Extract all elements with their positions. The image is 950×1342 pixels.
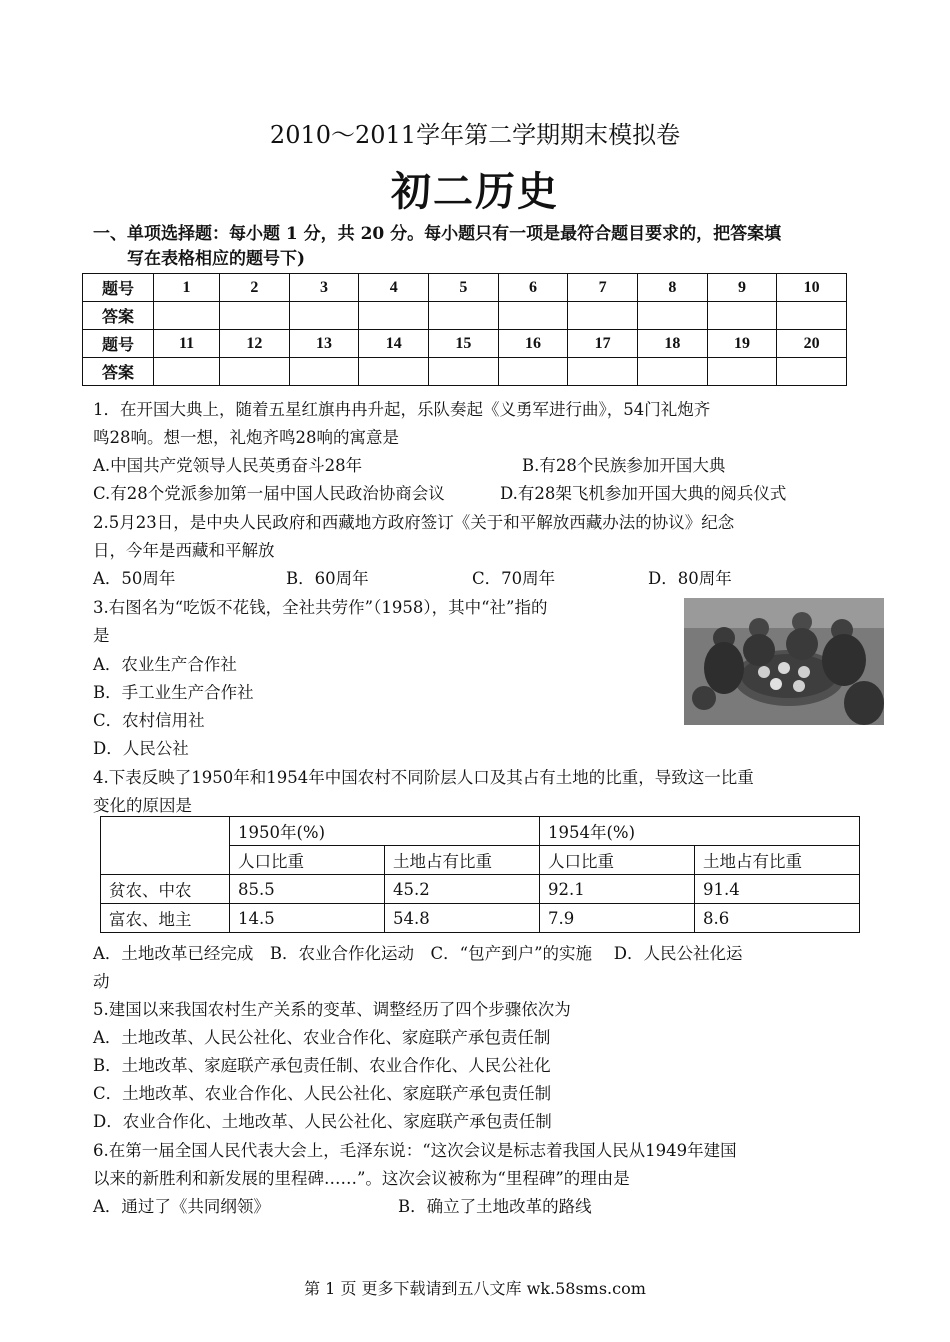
- q2-option-b: B．60周年: [286, 569, 369, 588]
- population-land-table: [100, 816, 860, 933]
- question-number: 1: [154, 274, 220, 302]
- answer-cell[interactable]: [359, 302, 429, 330]
- q5-option-d: D．农业合作化、土地改革、人民公社化、家庭联产承包责任制: [93, 1112, 552, 1131]
- q6-stem-line1: 6.在第一届全国人民代表大会上，毛泽东说：“这次会议是标志着我国人民从1949年建国: [93, 1141, 737, 1160]
- table-cell: 45.2: [385, 875, 540, 904]
- question-number: 15: [429, 330, 499, 358]
- section-heading-line2: 写在表格相应的题号下): [127, 249, 306, 269]
- number-label: 题号: [83, 330, 154, 358]
- commune-dining-illustration: [684, 598, 884, 725]
- table-cell: 8.6: [695, 904, 860, 933]
- q6-option-a: A．通过了《共同纲领》: [93, 1197, 270, 1216]
- answer-table-answer-row-2: [83, 358, 847, 386]
- q2-stem-line2: 日，今年是西藏和平解放: [93, 541, 275, 560]
- exam-title: 2010～2011学年第二学期期末模拟卷: [269, 121, 681, 149]
- answer-cell[interactable]: [707, 302, 777, 330]
- q2-option-d: D．80周年: [648, 569, 732, 588]
- land-ratio-header: 土地占有比重: [385, 846, 540, 875]
- q5-option-a: A．土地改革、人民公社化、农业合作化、家庭联产承包责任制: [93, 1028, 551, 1047]
- answer-cell[interactable]: [707, 358, 777, 386]
- answer-cell[interactable]: [220, 358, 290, 386]
- q4-stem-line2: 变化的原因是: [93, 796, 192, 815]
- row-label: 贫农、中农: [101, 875, 230, 904]
- question-number: 13: [289, 330, 359, 358]
- answer-cell[interactable]: [777, 302, 847, 330]
- question-number: 18: [638, 330, 708, 358]
- question-number: 12: [220, 330, 290, 358]
- answer-table-number-row-1: [83, 274, 847, 302]
- q3-option-c: C．农村信用社: [93, 711, 205, 730]
- section-heading-line1: 一、单项选择题：每小题 1 分，共 20 分。每小题只有一项是最符合题目要求的，把答案填: [93, 224, 782, 244]
- empty-header-cell: [101, 817, 230, 875]
- commune-dining-photo: [684, 598, 884, 725]
- q2-option-a: A．50周年: [93, 569, 176, 588]
- page-footer: 第 1 页 更多下载请到五八文库 wk.58sms.com: [304, 1279, 646, 1298]
- answer-cell[interactable]: [220, 302, 290, 330]
- question-number: 17: [568, 330, 638, 358]
- answer-table-number-row-2: [83, 330, 847, 358]
- number-label: 题号: [83, 274, 154, 302]
- q5-stem: 5.建国以来我国农村生产关系的变革、调整经历了四个步骤依次为: [93, 1000, 571, 1019]
- table-cell: 14.5: [230, 904, 385, 933]
- answer-cell[interactable]: [429, 358, 499, 386]
- q3-option-b: B．手工业生产合作社: [93, 683, 254, 702]
- question-number: 10: [777, 274, 847, 302]
- year-1954-header: 1954年(%): [540, 817, 860, 846]
- table-row: [101, 904, 860, 933]
- answer-cell[interactable]: [568, 302, 638, 330]
- table-cell: 91.4: [695, 875, 860, 904]
- q6-option-b: B．确立了土地改革的路线: [398, 1197, 592, 1216]
- question-number: 7: [568, 274, 638, 302]
- subject-title: 初二历史: [391, 168, 559, 215]
- q3-stem-line1: 3.右图名为“吃饭不花钱，全社共劳作”（1958），其中“社”指的: [93, 598, 548, 617]
- q6-stem-line2: 以来的新胜利和新发展的里程碑……”。这次会议被称为“里程碑”的理由是: [93, 1169, 630, 1188]
- q3-stem-line2: 是: [93, 626, 110, 645]
- q1-stem-line1: 1．在开国大典上，随着五星红旗冉冉升起，乐队奏起《义勇军进行曲》，54门礼炮齐: [93, 400, 711, 419]
- question-number: 9: [707, 274, 777, 302]
- q1-option-d: D.有28架飞机参加开国大典的阅兵仪式: [500, 484, 787, 503]
- answer-table: [82, 273, 847, 386]
- table-row: [101, 875, 860, 904]
- table-cell: 92.1: [540, 875, 695, 904]
- answer-cell[interactable]: [568, 358, 638, 386]
- question-number: 4: [359, 274, 429, 302]
- answer-cell[interactable]: [289, 302, 359, 330]
- q1-option-b: B.有28个民族参加开国大典: [522, 456, 726, 475]
- table-cell: 54.8: [385, 904, 540, 933]
- question-number: 20: [777, 330, 847, 358]
- answer-cell[interactable]: [154, 358, 220, 386]
- answer-label: 答案: [83, 302, 154, 330]
- question-number: 16: [498, 330, 568, 358]
- q1-option-c: C.有28个党派参加第一届中国人民政治协商会议: [93, 484, 445, 503]
- population-ratio-header: 人口比重: [230, 846, 385, 875]
- question-number: 2: [220, 274, 290, 302]
- answer-cell[interactable]: [154, 302, 220, 330]
- question-number: 8: [638, 274, 708, 302]
- question-number: 14: [359, 330, 429, 358]
- q4-options-line1: A．土地改革已经完成 B．农业合作化运动 C．“包产到户”的实施 D．人民公社化运: [93, 944, 743, 963]
- answer-cell[interactable]: [638, 302, 708, 330]
- answer-cell[interactable]: [289, 358, 359, 386]
- q4-stem-line1: 4.下表反映了1950年和1954年中国农村不同阶层人口及其占有土地的比重，导致这一比重: [93, 768, 754, 787]
- answer-cell[interactable]: [429, 302, 499, 330]
- table-row: [101, 817, 860, 846]
- q1-option-a: A.中国共产党领导人民英勇奋斗28年: [93, 456, 363, 475]
- question-number: 11: [154, 330, 220, 358]
- question-number: 3: [289, 274, 359, 302]
- q1-stem-line2: 鸣28响。想一想，礼炮齐鸣28响的寓意是: [93, 428, 399, 447]
- answer-table-answer-row-1: [83, 302, 847, 330]
- q3-option-a: A．农业生产合作社: [93, 655, 237, 674]
- population-ratio-header: 人口比重: [540, 846, 695, 875]
- year-1950-header: 1950年(%): [230, 817, 540, 846]
- question-number: 5: [429, 274, 499, 302]
- answer-cell[interactable]: [359, 358, 429, 386]
- table-cell: 7.9: [540, 904, 695, 933]
- row-label: 富农、地主: [101, 904, 230, 933]
- q5-option-b: B．土地改革、家庭联产承包责任制、农业合作化、人民公社化: [93, 1056, 551, 1075]
- q2-stem-line1: 2.5月23日，是中央人民政府和西藏地方政府签订《关于和平解放西藏办法的协议》纪念: [93, 513, 735, 532]
- table-cell: 85.5: [230, 875, 385, 904]
- answer-cell[interactable]: [498, 358, 568, 386]
- answer-cell[interactable]: [638, 358, 708, 386]
- question-number: 6: [498, 274, 568, 302]
- q4-options-line2: 动: [93, 972, 110, 991]
- q5-option-c: C．土地改革、农业合作化、人民公社化、家庭联产承包责任制: [93, 1084, 552, 1103]
- q2-option-c: C．70周年: [472, 569, 556, 588]
- question-number: 19: [707, 330, 777, 358]
- land-ratio-header: 土地占有比重: [695, 846, 860, 875]
- answer-label: 答案: [83, 358, 154, 386]
- answer-cell[interactable]: [777, 358, 847, 386]
- q3-option-d: D．人民公社: [93, 739, 189, 758]
- answer-cell[interactable]: [498, 302, 568, 330]
- section-heading: [93, 222, 863, 272]
